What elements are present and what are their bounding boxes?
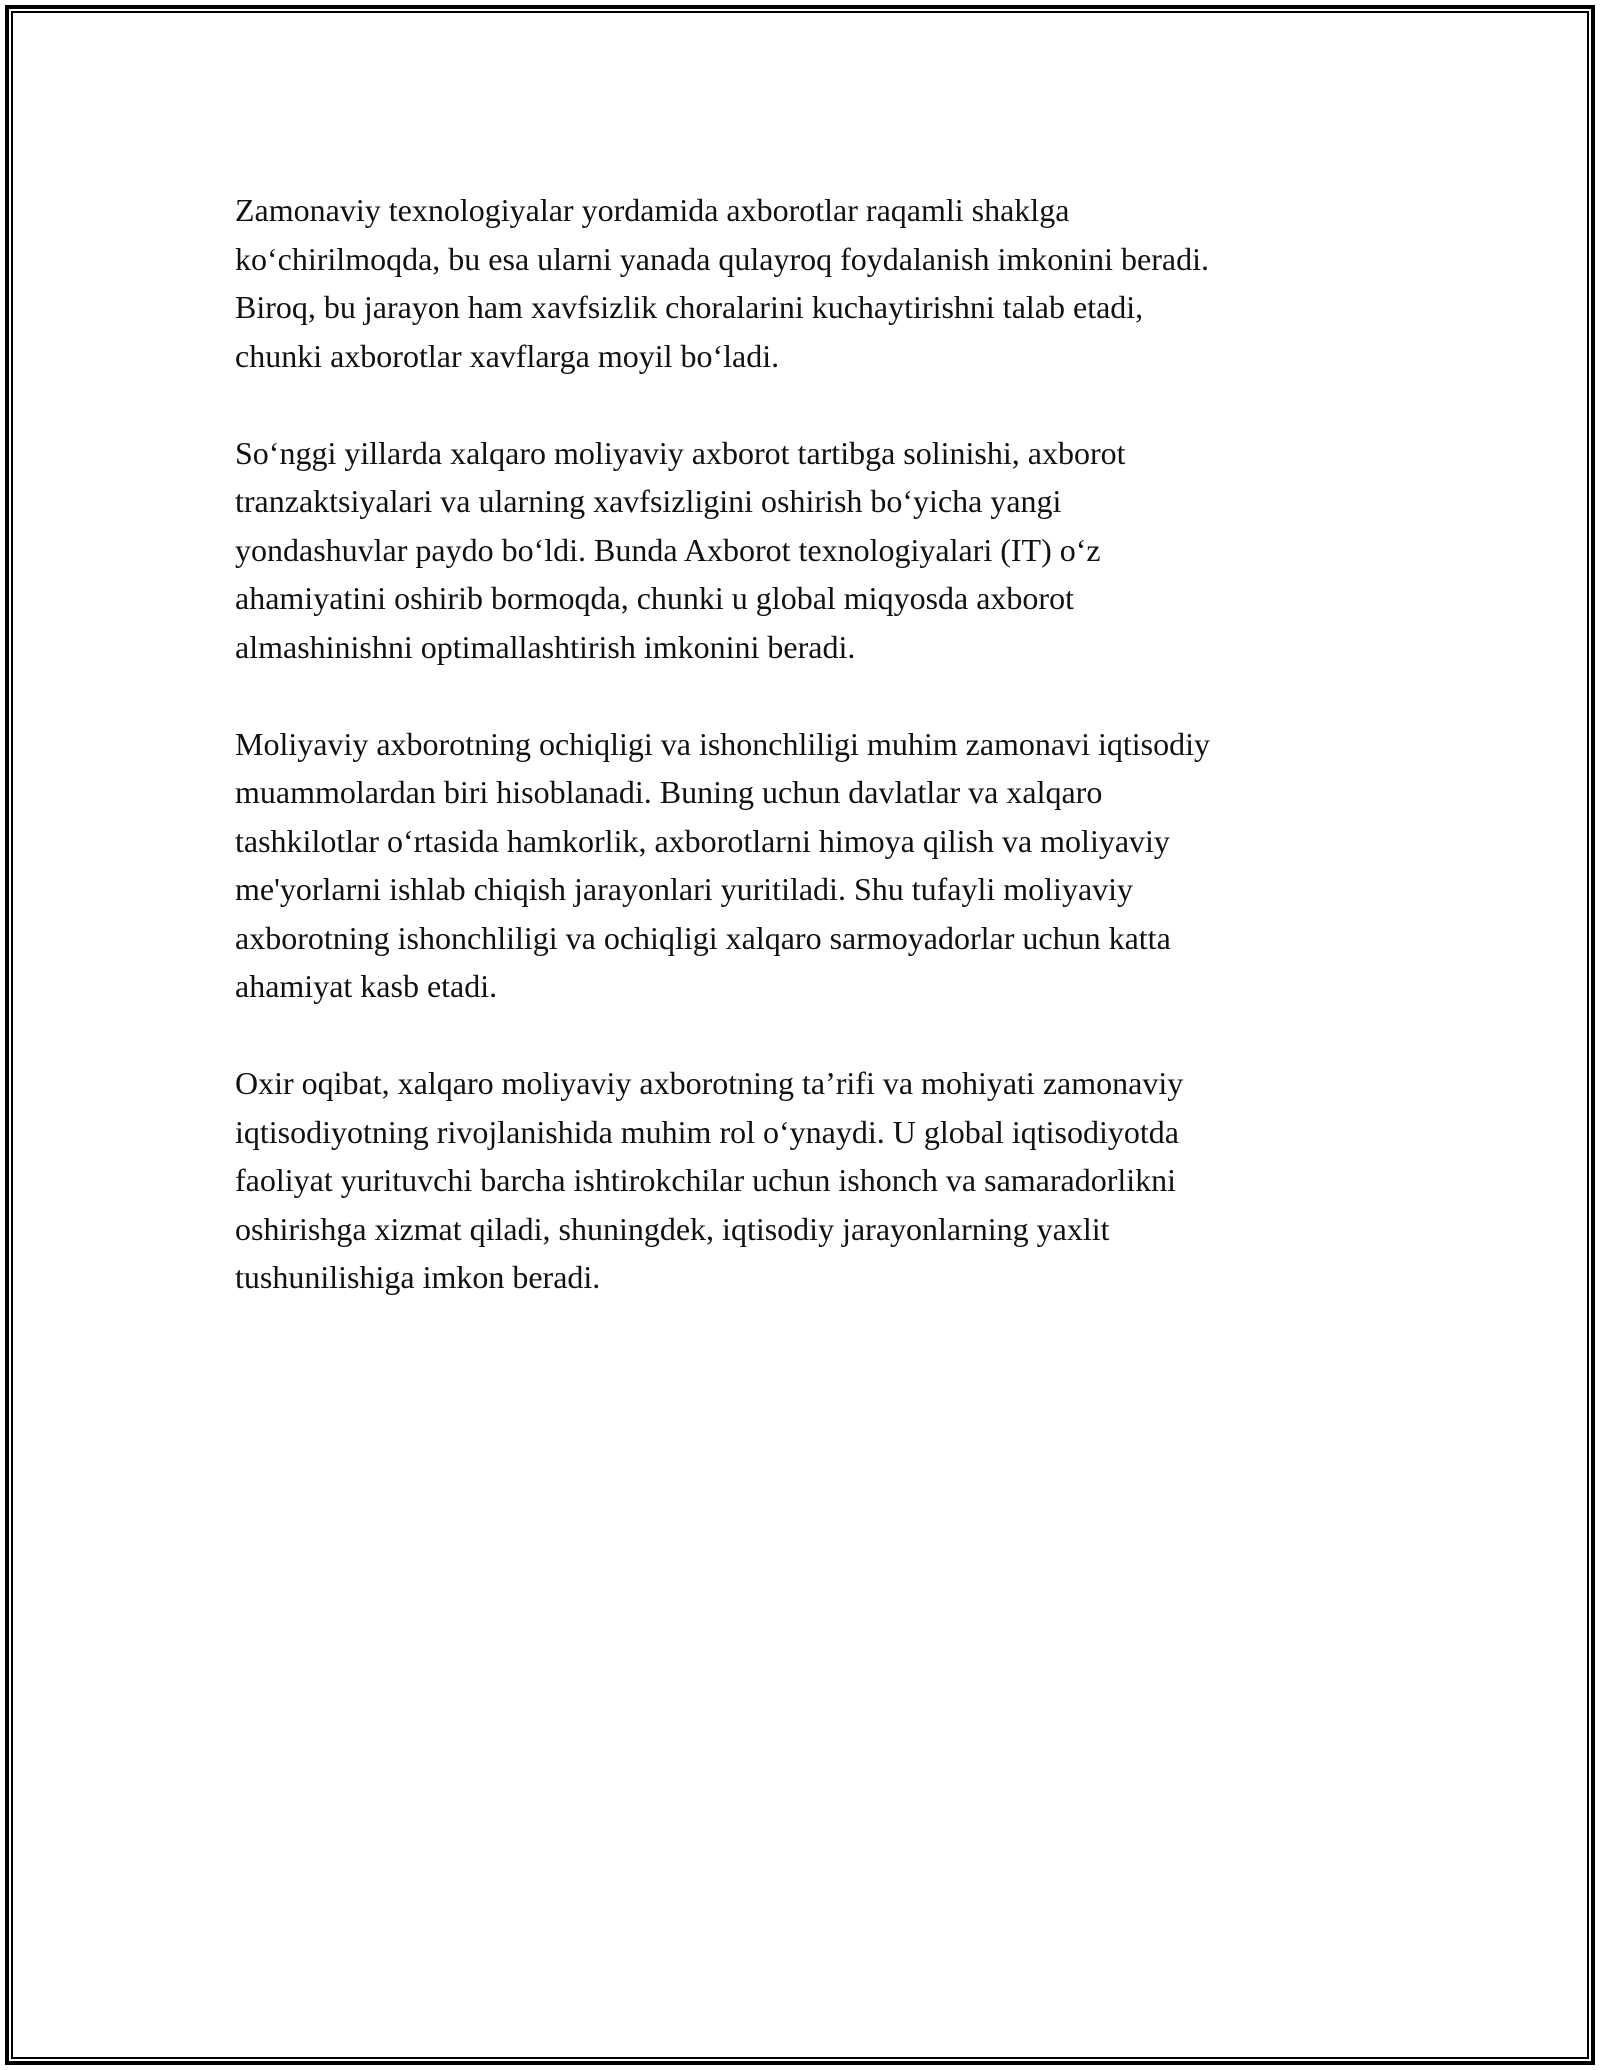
paragraph-2: Soʻnggi yillarda xalqaro moliyaviy axborot tartibga solinishi, axborot tranzaktsiyalari va ularning xavfsizligini oshirish boʻyicha yangi yondashuvlar paydo boʻldi. Bunda Axborot texnologiyalari (IT) oʻz ahamiyatini oshirib bormoqda, chunki u global miqyosda axborot almashinishni optimallashtirish imkonini beradi. (235, 434, 1126, 665)
paragraph-3: Moliyaviy axborotning ochiqligi va ishonchliligi muhim zamonavi iqtisodiy muammolardan biri hisoblanadi. Buning uchun davlatlar va xalqaro tashkilotlar oʻrtasida hamkorlik, axborotlarni himoya qilish va moliyaviy me'yorlarni ishlab chiqish jarayonlari yuritiladi. Shu tufayli moliyaviy axborotning ishonchliligi va ochiqligi xalqaro sarmoyadorlar uchun katta ahamiyat kasb etadi. (235, 725, 1211, 1004)
paragraph-4: Oxir oqibat, xalqaro moliyaviy axborotning ta’rifi va mohiyati zamonaviy iqtisodiyotning rivojlanishida muhim rol oʻynaydi. U global iqtisodiyotda faoliyat yurituvchi barcha ishtirokchilar uchun ishonch va samaradorlikni oshirishga xizmat qiladi, shuningdek, iqtisodiy jarayonlarning yaxlit tushunilishiga imkon beradi. (235, 1065, 1184, 1295)
document-body (235, 186, 1365, 1350)
paragraph-1: Zamonaviy texnologiyalar yordamida axborotlar raqamli shaklga koʻchirilmoqda, bu esa ularni yanada qulayroq foydalanish imkonini beradi. Biroq, bu jarayon ham xavfsizlik choralarini kuchaytirishni talab etadi, chunki axborotlar xavflarga moyil boʻladi. (235, 192, 1209, 374)
